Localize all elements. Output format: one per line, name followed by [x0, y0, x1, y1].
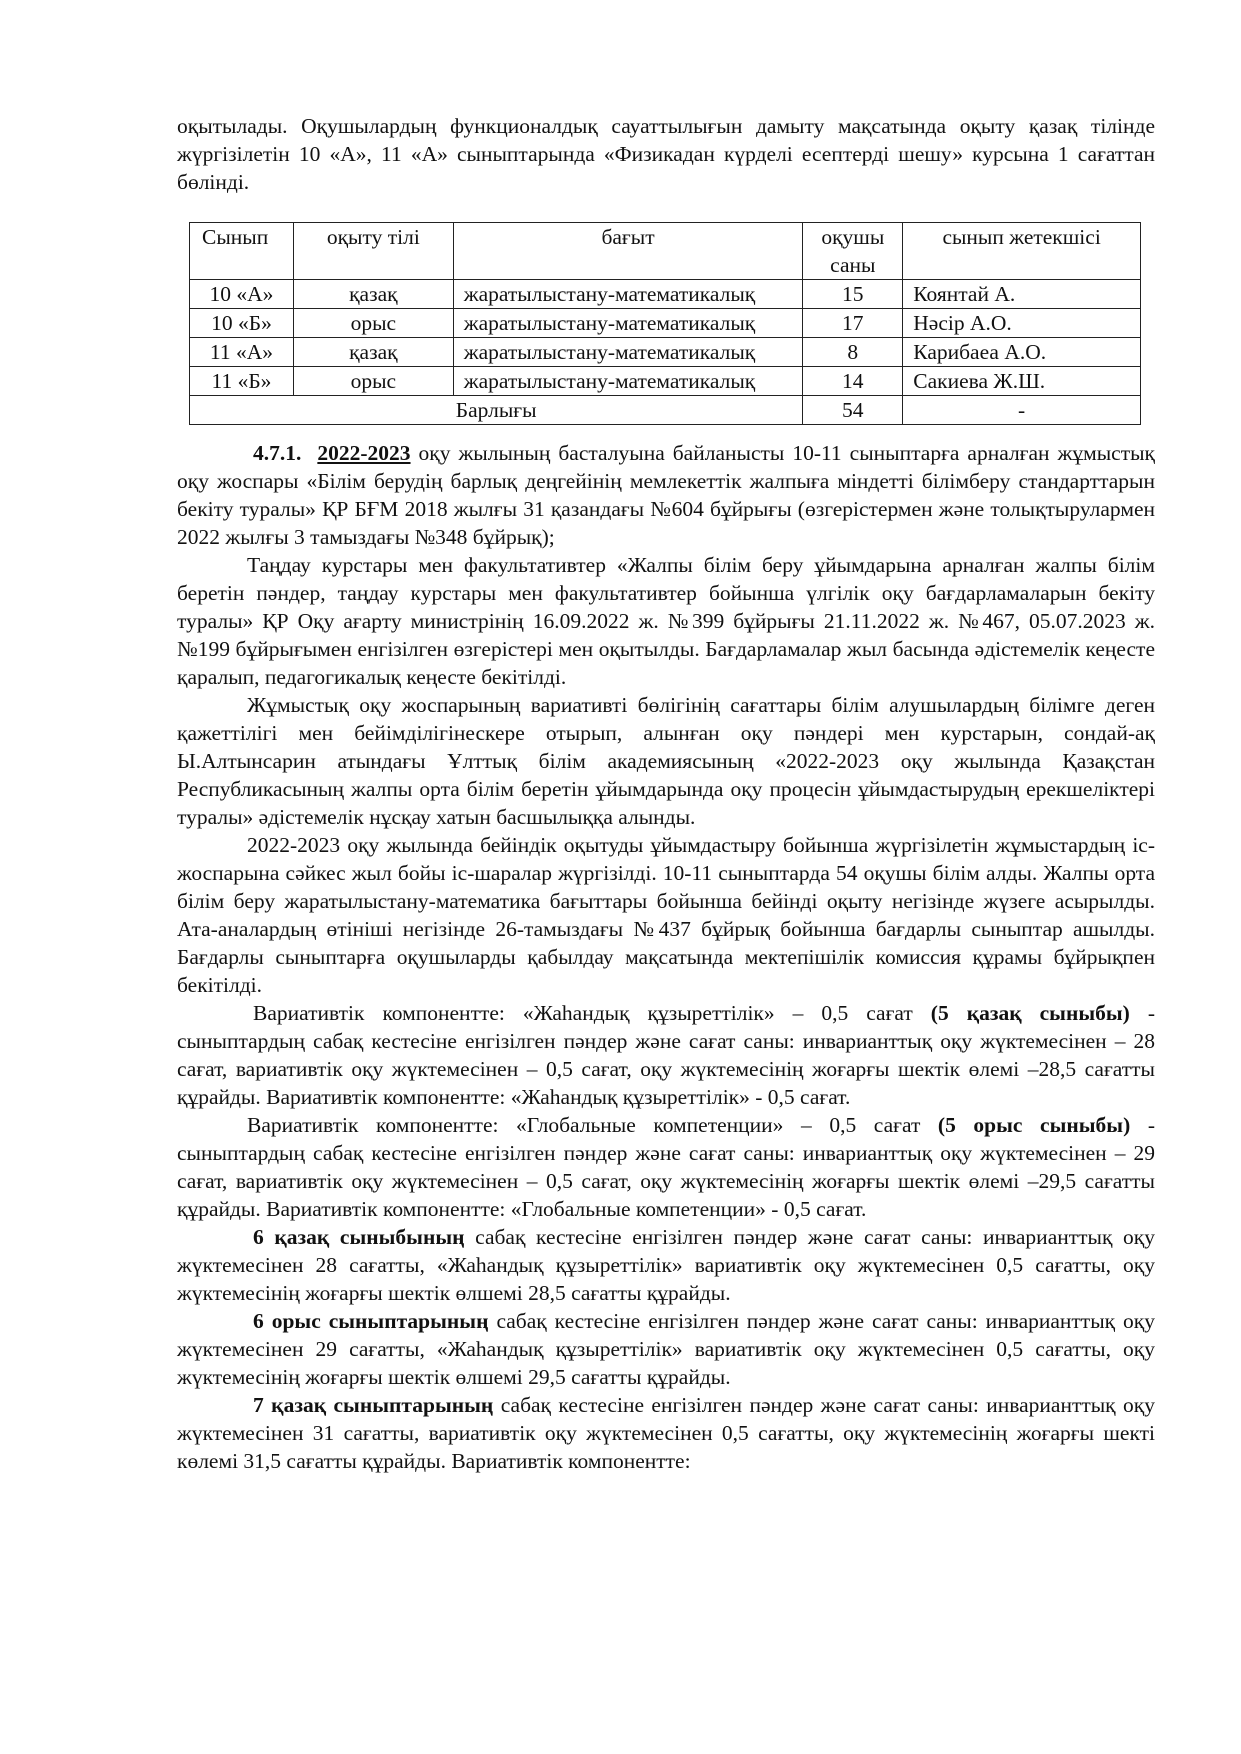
cell-class: 10 «Б» — [190, 309, 294, 338]
cell-teacher: Сакиева Ж.Ш. — [903, 367, 1141, 396]
section-paragraph-4: 2022-2023 оқу жылында бейіндік оқытуды ұйымдастыру бойынша жүргізілетін жұмыстардың іс-жоспарына сәйкес жыл бойы іс-шаралар жүргізілді. 10-11 сыныптарда 54 оқушы білім алды. Жалпы орта білім беру жаратылыстану-математика бағыттары бойынша бейінді оқыту негізінде жүзеге асырылды. Ата-аналардың өтініші негізінде 26-тамыздағы №437 бұйрық бойынша бағдарлы сыныптар ашылды. Бағдарлы сыныптарға оқушыларды қабылдау мақсатында мектепішілік комиссия құрамы бұйрықпен бекітілді. — [177, 833, 1155, 997]
cell-count: 8 — [803, 338, 903, 367]
intro-paragraph: оқытылады. Оқушылардың функционалдық сауаттылығын дамыту мақсатында оқыту қазақ тілінде жүргізілетін 10 «А», 11 «А» сыныптарында «Физикадан күрделі есептерді шешу» курсына 1 сағаттан бөлінді. — [177, 114, 1155, 194]
section-paragraph-8 — [177, 1307, 1155, 1391]
p9-bold: 7 қазақ сыныптарының — [253, 1393, 494, 1417]
p5-bold: (5 қазақ сыныбы) — [930, 1001, 1130, 1025]
total-teacher: - — [903, 396, 1141, 425]
total-label: Барлығы — [190, 396, 803, 425]
p6-bold: (5 орыс сыныбы) — [937, 1113, 1131, 1137]
p8-text: сабақ кестесіне енгізілген пәндер және сағат саны: инварианттық оқу жүктемесінен 29 сағатты, «Жаһандық құзыреттілік» вариативтік оқу жүктемесінен 0,5 сағатты, оқу жүктемесінің жоғарғы шектік өлшемі 29,5 сағатты құрайды. — [177, 1309, 1155, 1389]
header-class: Сынып — [190, 223, 294, 280]
table-row — [190, 367, 1141, 396]
p6-text-c: - сыныптардың сабақ кестесіне енгізілген пәндер және сағат саны: инварианттық оқу жүктемесінен – 29 сағат, вариативтік оқу жүктемесінен – 0,5 сағат, оқу жүктемесінің жоғарғы шектік өлемі –29,5 сағатты құрайды. Вариативтік компонентте: «Глобальные компетенции» - 0,5 сағат. — [177, 1113, 1155, 1221]
p6-text-a: Вариативтік компонентте: «Глобальные компетенции» – 0,5 сағат — [247, 1113, 938, 1137]
cell-language: орыс — [293, 367, 453, 396]
cell-direction: жаратылыстану-математикалық — [453, 367, 803, 396]
p7-bold: 6 қазақ сыныбының — [253, 1225, 465, 1249]
section-paragraph-3: Жұмыстық оқу жоспарының вариативті бөлігінің сағаттары білім алушылардың білімге деген қажеттілігі мен бейімділігінескере отырып, алынған оқу пәндері мен курстарын, сондай-ақ Ы.Алтынсарин атындағы Ұлттық білім академиясының «2022-2023 оқу жылында Қазақстан Республикасының жалпы орта білім беретін ұйымдарында оқу процесін ұйымдастырудың ерекшеліктері туралы» әдістемелік нұсқау хатын басшылыққа алынды. — [177, 693, 1155, 829]
document-page — [177, 112, 1155, 1475]
cell-class: 11 «Б» — [190, 367, 294, 396]
table-total-row — [190, 396, 1141, 425]
p5-text-c: - сыныптардың сабақ кестесіне енгізілген пәндер және сағат саны: инварианттық оқу жүктемесінен – 28 сағат, вариативтік оқу жүктемесінен – 0,5 сағат, оқу жүктемесінің жоғарғы шектік өлемі –28,5 сағатты құрайды. Вариативтік компонентте: «Жаһандық құзыреттілік» - 0,5 сағат. — [177, 1001, 1155, 1109]
cell-language: орыс — [293, 309, 453, 338]
section-p1-text: оқу жылының басталуына байланысты 10-11 сыныптарға арналған жұмыстық оқу жоспары «Білім берудің барлық деңгейінің мемлекеттік жалпыға міндетті білімберу стандарттарын бекіту туралы» ҚР БҒМ 2018 жылғы 31 қазандағы №604 бұйрығы (өзгерістермен және толықтырулармен 2022 жылғы 3 тамыздағы №348 бұйрық); — [177, 441, 1156, 549]
cell-direction: жаратылыстану-математикалық — [453, 280, 803, 309]
section-number: 4.7.1. — [253, 441, 302, 465]
header-language: оқыту тілі — [293, 223, 453, 280]
cell-teacher: Карибаеа А.О. — [903, 338, 1141, 367]
cell-teacher: Нәсір А.О. — [903, 309, 1141, 338]
section-paragraph-7 — [177, 1223, 1155, 1307]
section-paragraph-5 — [177, 999, 1155, 1111]
cell-class: 11 «А» — [190, 338, 294, 367]
table-row — [190, 309, 1141, 338]
cell-teacher: Коянтай А. — [903, 280, 1141, 309]
p5-text-a: Вариативтік компонентте: «Жаһандық құзыреттілік» – 0,5 сағат — [253, 1001, 931, 1025]
cell-language: қазақ — [293, 338, 453, 367]
cell-direction: жаратылыстану-математикалық — [453, 338, 803, 367]
cell-direction: жаратылыстану-математикалық — [453, 309, 803, 338]
cell-class: 10 «А» — [190, 280, 294, 309]
total-count: 54 — [803, 396, 903, 425]
table-row — [190, 338, 1141, 367]
section-paragraph-1 — [177, 439, 1155, 551]
section-paragraph-6 — [177, 1111, 1155, 1223]
p7-text: сабақ кестесіне енгізілген пәндер және сағат саны: инварианттық оқу жүктемесінен 28 сағатты, «Жаһандық құзыреттілік» вариативтік оқу жүктемесінен 0,5 сағатты, оқу жүктемесінің жоғарғы шектік өлшемі 28,5 сағатты құрайды. — [177, 1225, 1155, 1305]
section-paragraph-2: Таңдау курстары мен факультативтер «Жалпы білім беру ұйымдарына арналған жалпы білім беретін пәндер, таңдау курстары мен факультативтер бойынша үлгілік оқу бағдарламаларын бекіту туралы» ҚР Оқу ағарту министрінің 16.09.2022 ж. №399 бұйрығы 21.11.2022 ж. №467, 05.07.2023 ж. №199 бұйрығымен енгізілген өзгерістері мен оқытылды. Бағдарламалар жыл басында әдістемелік кеңесте қаралып, педагогикалық кеңесте бекітілді. — [177, 553, 1155, 689]
cell-count: 14 — [803, 367, 903, 396]
p8-bold: 6 орыс сыныптарының — [253, 1309, 489, 1333]
class-table — [189, 222, 1141, 425]
table-header-row — [190, 223, 1141, 280]
cell-language: қазақ — [293, 280, 453, 309]
header-count: оқушы саны — [803, 223, 903, 280]
header-teacher: сынып жетекшісі — [903, 223, 1141, 280]
table-row — [190, 280, 1141, 309]
p9-text: сабақ кестесіне енгізілген пәндер және сағат саны: инварианттық оқу жүктемесінен 31 сағатты, вариативтік оқу жүктемесінен 0,5 сағатты, оқу жүктемесінің жоғарғы шекті көлемі 31,5 сағатты құрайды. Вариативтік компонентте: — [177, 1393, 1156, 1473]
section-paragraph-9 — [177, 1391, 1155, 1475]
section-year: 2022-2023 — [317, 441, 411, 465]
header-direction: бағыт — [453, 223, 803, 280]
cell-count: 17 — [803, 309, 903, 338]
cell-count: 15 — [803, 280, 903, 309]
